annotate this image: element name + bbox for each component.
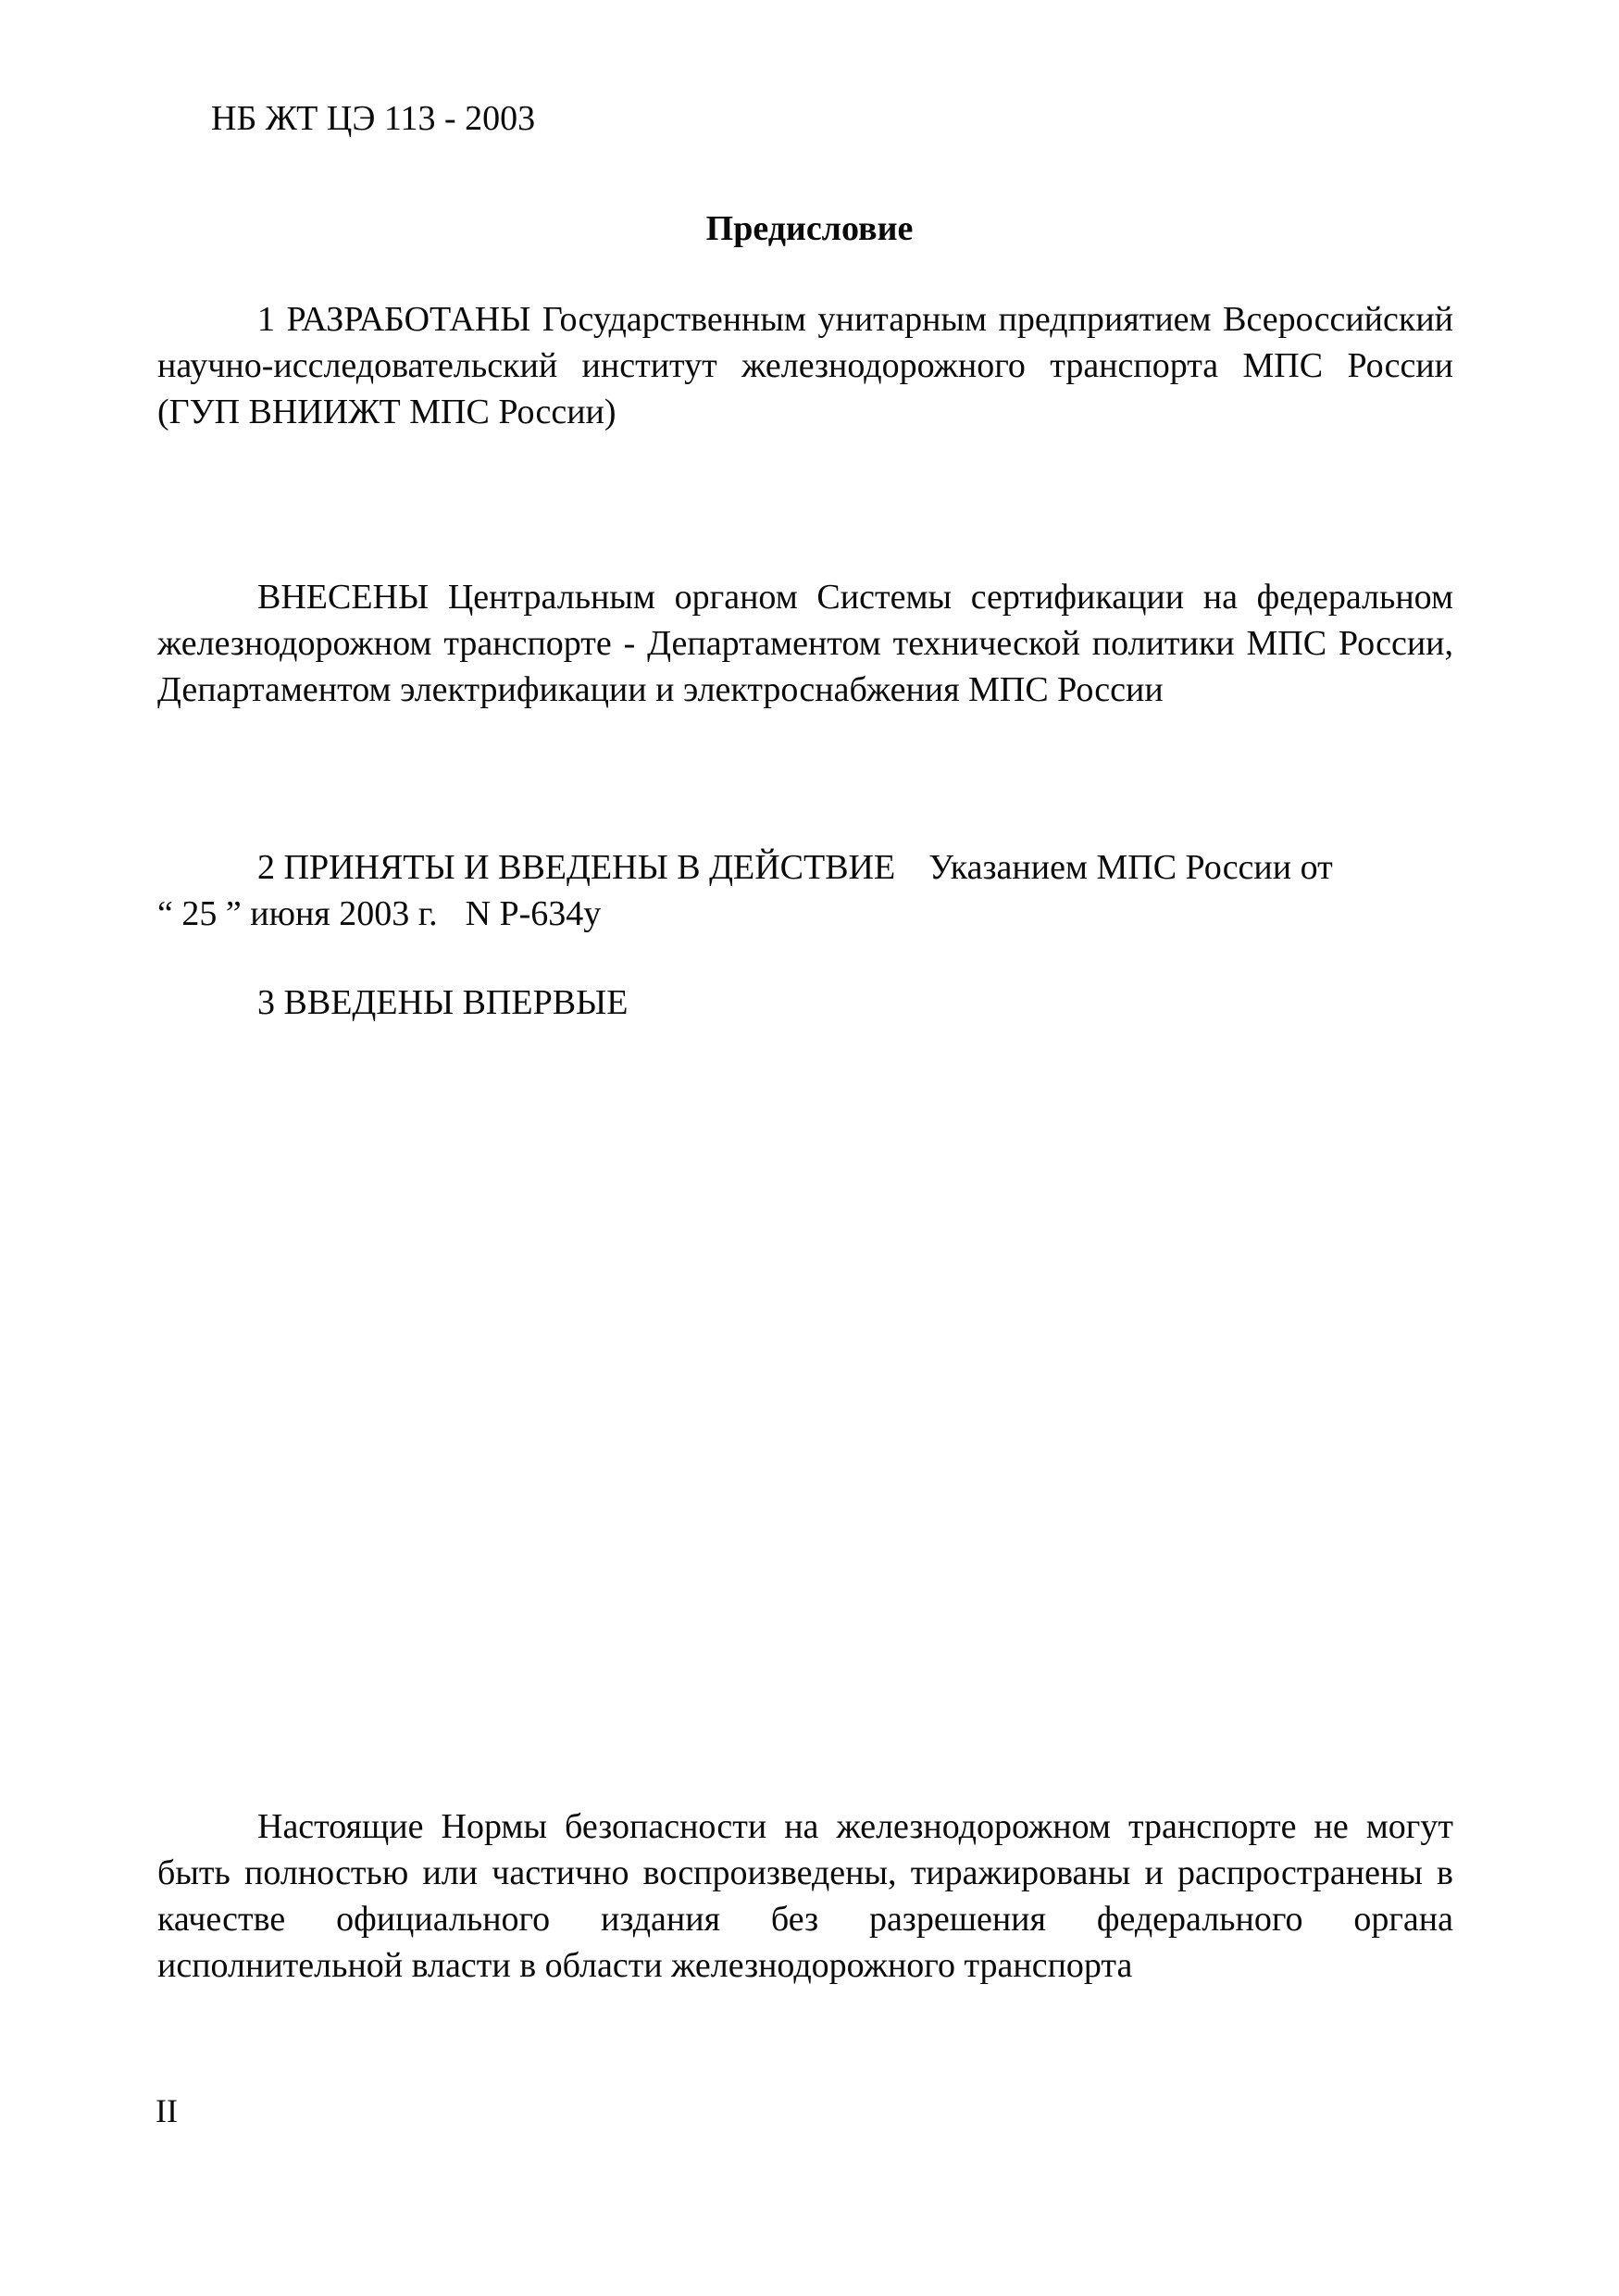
adopted-paragraph bbox=[157, 844, 1453, 937]
page-title: Предисловие bbox=[705, 209, 914, 248]
developed-paragraph: 1 РАЗРАБОТАНЫ Государственным унитарным предприятием Всероссийский научно-исследовательский институт железнодорожного транспорта МПС России (ГУП ВНИИЖТ МПС России) bbox=[157, 300, 1453, 431]
introduced-paragraph: ВНЕСЕНЫ Центральным органом Системы сертификации на федеральном железнодорожном транспорте - Департаментом технической политики МПС России, Департаментом электрификации и электроснабжения МПС России bbox=[157, 578, 1453, 709]
first-time-paragraph: 3 ВВЕДЕНЫ ВПЕРВЫЕ bbox=[257, 983, 629, 1022]
document-code: НБ ЖТ ЦЭ 113 - 2003 bbox=[211, 99, 536, 138]
adopted-label: 2 ПРИНЯТЫ И ВВЕДЕНЫ В ДЕЙСТВИЕ bbox=[257, 848, 896, 887]
copyright-notice: Настоящие Нормы безопасности на железнодорожном транспорте не могут быть полностью или частично воспроизведены, тиражированы и распространены в качестве официального издания без разрешения федерального органа исполнительной власти в области железнодорожного транспорта bbox=[157, 1807, 1453, 1985]
page-number: II bbox=[156, 2092, 178, 2129]
adopted-number: N Р-634у bbox=[465, 894, 602, 933]
adopted-date: “ 25 ” июня 2003 г. bbox=[157, 894, 438, 933]
adopted-text: Указанием МПС России от bbox=[928, 848, 1333, 887]
